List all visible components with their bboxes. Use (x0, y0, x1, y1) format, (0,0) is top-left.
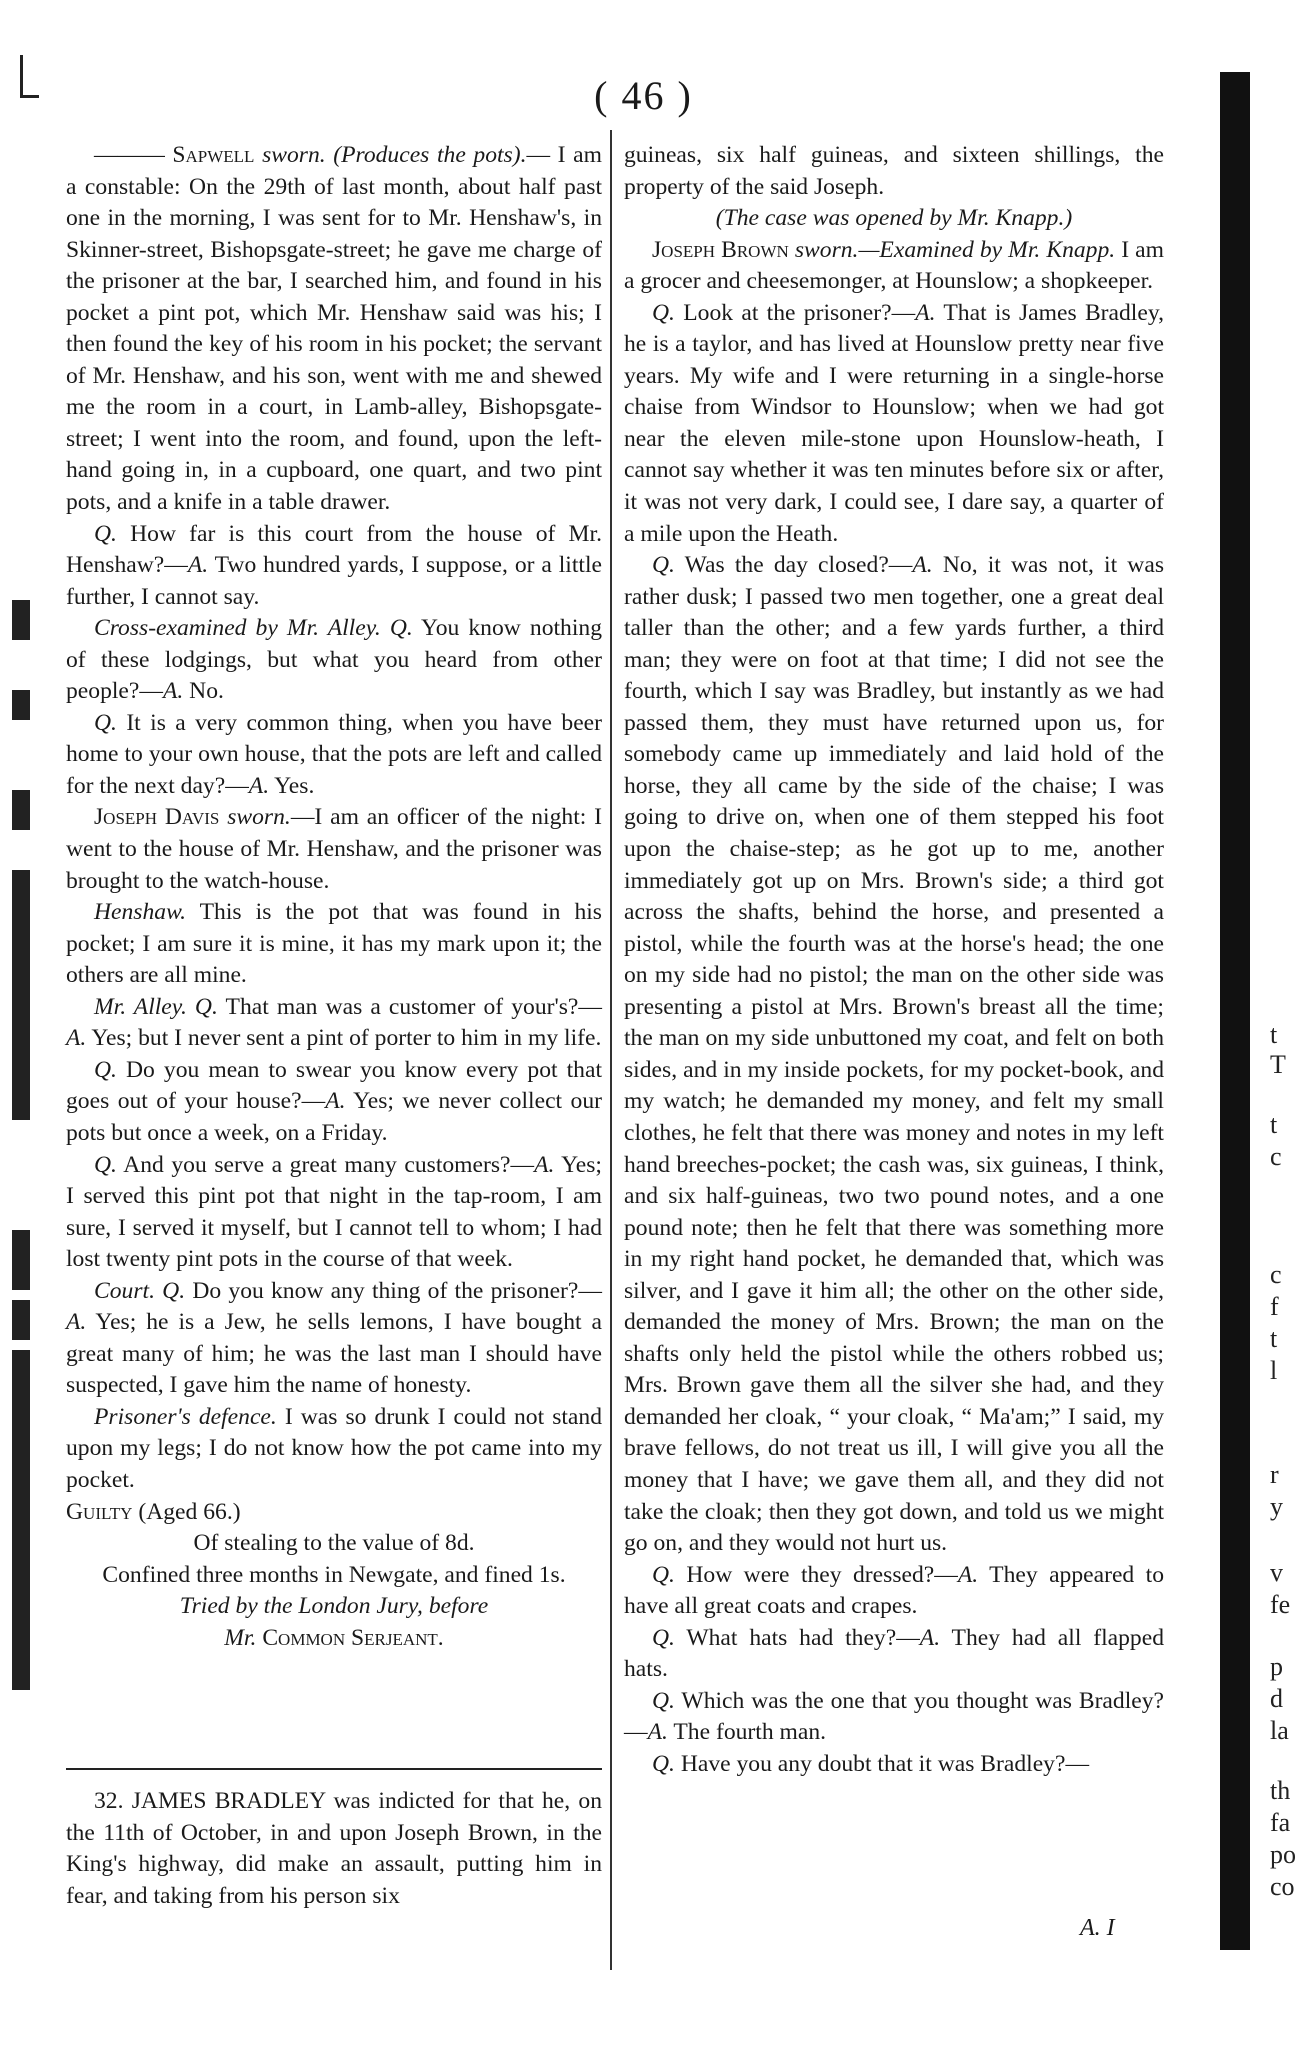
edge-letter: T (1270, 1050, 1286, 1079)
right-column (624, 140, 1164, 1780)
edge-letter: p (1270, 1652, 1283, 1681)
margin-ink-mark (12, 1300, 30, 1340)
paragraph: Henshaw. This is the pot that was found in his pocket; I am sure it is mine, it has my mark upon it; the others are all mine. (66, 899, 602, 989)
paragraph: Q. Was the day closed?—A. No, it was not, it was rather dusk; I passed two men together, one a great deal taller than the other; and a few yards further, a third man; they were on foot at that time; I did not see the fourth, which I say was Bradley, but instantly as we had passed them, they must have returned upon us, for somebody came up immediately and laid hold of the horse, they all came by the side of the chaise; I was going to drive on, when one of them stepped his foot upon the chaise-step; as he got up to me, another immediately got up on Mrs. Brown's side; a third got across the shafts, behind the horse, and presented a pistol, while the fourth was at the horse's head; the one on my side had no pistol; the man on the other side was presenting a pistol at Mrs. Brown's breast all the time; the man on my side unbuttoned my coat, and felt on both sides, and in my inside pockets, for my pocket-book, and my watch; he demanded my money, and felt my small clothes, he felt that there was money and notes in my left hand breeches-pocket; the cash was, six guineas, I think, and six half-guineas, two two pound notes, and a one pound note; then he felt that there was something more in my right hand pocket, he demanded that, which was silver, and I gave it him all; the other on the other side, demanded the money of Mrs. Brown; the man on the shafts only held the pistol while the others robbed us; Mrs. Brown gave them all the silver she had, and they demanded her cloak, “ your cloak, “ Ma'am;” I said, my brave fellows, do not treat us ill, I will give you all the money that I have; we gave them all, and they did not take the cloak; then they got down, and told us we might go on, and they would not hurt us. (624, 552, 1164, 1557)
edge-letter: t (1270, 1110, 1278, 1139)
edge-letter: t (1270, 1020, 1278, 1049)
edge-letter: f (1270, 1292, 1279, 1321)
paragraph: Joseph Davis sworn.—I am an officer of the night: I went to the house of Mr. Henshaw, and the prisoner was brought to the watch-house. (66, 804, 602, 894)
left-column (66, 140, 602, 1654)
edge-letter: po (1270, 1840, 1296, 1869)
case-divider (66, 1768, 602, 1770)
paragraph: Q. Which was the one that you thought was Bradley?—A. The fourth man. (624, 1687, 1164, 1746)
paragraph: Q. Look at the prisoner?—A. That is James Bradley, he is a taylor, and has lived at Hounslow pretty near five years. My wife and I were returning in a single-horse chaise from Windsor to Hounslow; when we had got near the eleven mile-stone upon Hounslow-heath, I cannot say whether it was ten minutes before six or after, it was not very dark, I could see, I dare say, a quarter of a mile upon the Heath. (624, 299, 1164, 547)
paragraph: 32. JAMES BRADLEY was indicted for that he, on the 11th of October, in and upon Joseph Brown, in the King's highway, did make an assault, putting him in fear, and taking from his person six (66, 1788, 602, 1909)
paragraph: Mr. Alley. Q. That man was a customer of your's?—A. Yes; but I never sent a pint of porter to him in my life. (66, 993, 602, 1052)
edge-letter: r (1270, 1460, 1279, 1489)
catchword: A. I (1080, 1915, 1115, 1941)
paragraph: Joseph Brown sworn.—Examined by Mr. Knapp. I am a grocer and cheesemonger, at Hounslow; a shopkeeper. (624, 236, 1165, 295)
edge-letter: th (1270, 1776, 1291, 1805)
paragraph: Q. How far is this court from the house of Mr. Henshaw?—A. Two hundred yards, I suppose, or a little further, I cannot say. (66, 520, 602, 610)
paragraph: guineas, six half guineas, and sixteen shillings, the property of the said Joseph. (624, 142, 1164, 200)
margin-ink-mark (12, 900, 30, 1120)
margin-mark (20, 55, 39, 98)
edge-letter: l (1270, 1356, 1278, 1385)
margin-ink-mark (12, 1230, 30, 1290)
paragraph: Cross-examined by Mr. Alley. Q. You know nothing of these lodgings, but what you heard from other people?—A. No. (66, 615, 602, 705)
edge-letter: v (1270, 1558, 1283, 1587)
edge-letter: t (1270, 1324, 1278, 1353)
margin-ink-mark (12, 1350, 30, 1690)
margin-ink-mark (12, 690, 30, 720)
paragraph: Guilty (Aged 66.) (66, 1498, 241, 1525)
edge-letter: co (1270, 1872, 1295, 1901)
paragraph: Q. What hats had they?—A. They had all flapped hats. (624, 1624, 1164, 1683)
paragraph: ——— Sapwell sworn. (Produces the pots).— I am a constable: On the 29th of last month, about half past one in the morning, I was sent for to Mr. Henshaw's, in Skinner-street, Bishopsgate-street; he gave me charge of the prisoner at the bar, I searched him, and found in his pocket a pint pot, which Mr. Henshaw said was his; I then found the key of his room in his pocket; the servant of Mr. Henshaw, and his son, went with me and shewed me the room in a court, in Lamb-alley, Bishopsgate-street; I went into the room, and found, upon the left-hand going in, in a cupboard, one quart, and two pint pots, and a knife in a table drawer. (66, 142, 602, 516)
paragraph: Tried by the London Jury, before (179, 1593, 489, 1620)
binding-shadow (1220, 72, 1250, 1950)
edge-letter: c (1270, 1142, 1282, 1171)
paragraph: (The case was opened by Mr. Knapp.) (715, 205, 1073, 232)
paragraph: Mr. Common Serjeant. (224, 1624, 444, 1651)
paragraph: Q. Have you any doubt that it was Bradley?— (652, 1750, 1090, 1777)
edge-letter: d (1270, 1684, 1283, 1713)
edge-letter: la (1270, 1716, 1289, 1745)
paragraph: Prisoner's defence. I was so drunk I could not stand upon my legs; I do not know how the pot came into my pocket. (66, 1403, 602, 1493)
edge-letter: fe (1270, 1590, 1291, 1619)
paragraph: Confined three months in Newgate, and fined 1s. (102, 1561, 566, 1588)
edge-letter: y (1270, 1492, 1283, 1521)
edge-letter: fa (1270, 1808, 1291, 1837)
margin-ink-mark (12, 790, 30, 830)
column-divider (610, 130, 612, 1970)
left-column-bottom (66, 1786, 602, 1912)
paragraph: Q. Do you mean to swear you know every pot that goes out of your house?—A. Yes; we never collect our pots but once a week, on a Friday. (66, 1056, 602, 1146)
edge-letter: c (1270, 1260, 1282, 1289)
paragraph: Court. Q. Do you know any thing of the prisoner?—A. Yes; he is a Jew, he sells lemons, I have bought a great many of him; he was the last man I should have suspected, I gave him the name of honesty. (66, 1277, 602, 1399)
paragraph: Q. It is a very common thing, when you have beer home to your own house, that the pots are left and called for the next day?—A. Yes. (66, 709, 602, 799)
page-number: ( 46 ) (594, 73, 693, 118)
paragraph: Of stealing to the value of 8d. (193, 1530, 475, 1557)
paragraph: Q. How were they dressed?—A. They appeared to have all great coats and crapes. (624, 1561, 1164, 1620)
paragraph: Q. And you serve a great many customers?—A. Yes; I served this pint pot that night in the tap-room, I am sure, I served it myself, but I cannot tell to whom; I had lost twenty pint pots in the course of that week. (66, 1151, 602, 1273)
margin-ink-mark (12, 600, 30, 640)
